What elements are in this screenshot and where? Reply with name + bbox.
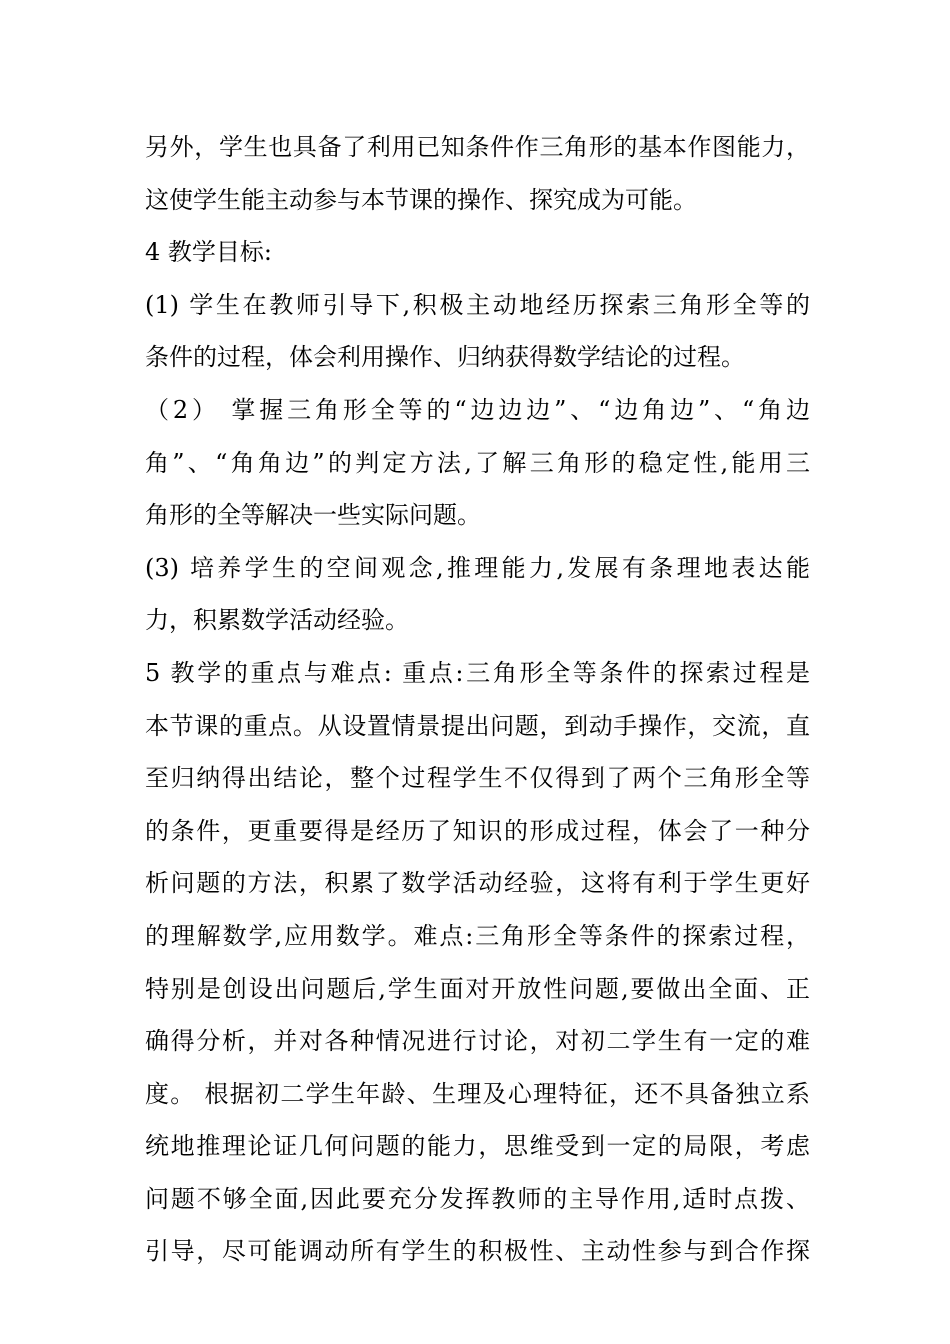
text-line: 的理解数学,应用数学。难点:三角形全等条件的探索过程， bbox=[145, 921, 810, 950]
text-line: 的条件，更重要得是经历了知识的形成过程，体会了一种分 bbox=[145, 816, 810, 845]
text-line: (3) 培养学生的空间观念,推理能力,发展有条理地表达能 bbox=[145, 553, 810, 582]
document-body bbox=[145, 128, 810, 1285]
text-line: 角”、“角角边”的判定方法,了解三角形的稳定性,能用三 bbox=[145, 448, 810, 477]
text-line: 角形的全等解决一些实际问题。 bbox=[145, 501, 481, 530]
text-line: 力，积累数学活动经验。 bbox=[145, 606, 409, 635]
text-line: 至归纳得出结论，整个过程学生不仅得到了两个三角形全等 bbox=[145, 764, 810, 793]
text-line: 本节课的重点。从设置情景提出问题，到动手操作，交流，直 bbox=[145, 711, 810, 740]
text-line: （2） 掌握三角形全等的“边边边”、“边角边”、“角边 bbox=[145, 395, 810, 424]
text-line: (1) 学生在教师引导下,积极主动地经历探索三角形全等的 bbox=[145, 290, 810, 319]
text-line: 引导，尽可能调动所有学生的积极性、主动性参与到合作探 bbox=[145, 1237, 810, 1266]
text-line: 条件的过程，体会利用操作、归纳获得数学结论的过程。 bbox=[145, 343, 745, 372]
text-line: 另外，学生也具备了利用已知条件作三角形的基本作图能力， bbox=[145, 133, 810, 161]
text-line: 这使学生能主动参与本节课的操作、探究成为可能。 bbox=[145, 185, 697, 214]
text-line: 析问题的方法，积累了数学活动经验，这将有利于学生更好 bbox=[145, 869, 810, 898]
text-line: 统地推理论证几何问题的能力，思维受到一定的局限，考虑 bbox=[145, 1132, 810, 1161]
text-line: 4 教学目标: bbox=[145, 238, 272, 267]
text-line: 确得分析，并对各种情况进行讨论，对初二学生有一定的难 bbox=[145, 1027, 810, 1056]
text-line: 度。 根据初二学生年龄、生理及心理特征，还不具备独立系 bbox=[145, 1079, 810, 1108]
text-line: 问题不够全面,因此要充分发挥教师的主导作用,适时点拨、 bbox=[145, 1184, 810, 1213]
text-line: 特别是创设出问题后,学生面对开放性问题,要做出全面、正 bbox=[145, 974, 810, 1003]
text-line: 5 教学的重点与难点: 重点:三角形全等条件的探索过程是 bbox=[145, 658, 810, 687]
